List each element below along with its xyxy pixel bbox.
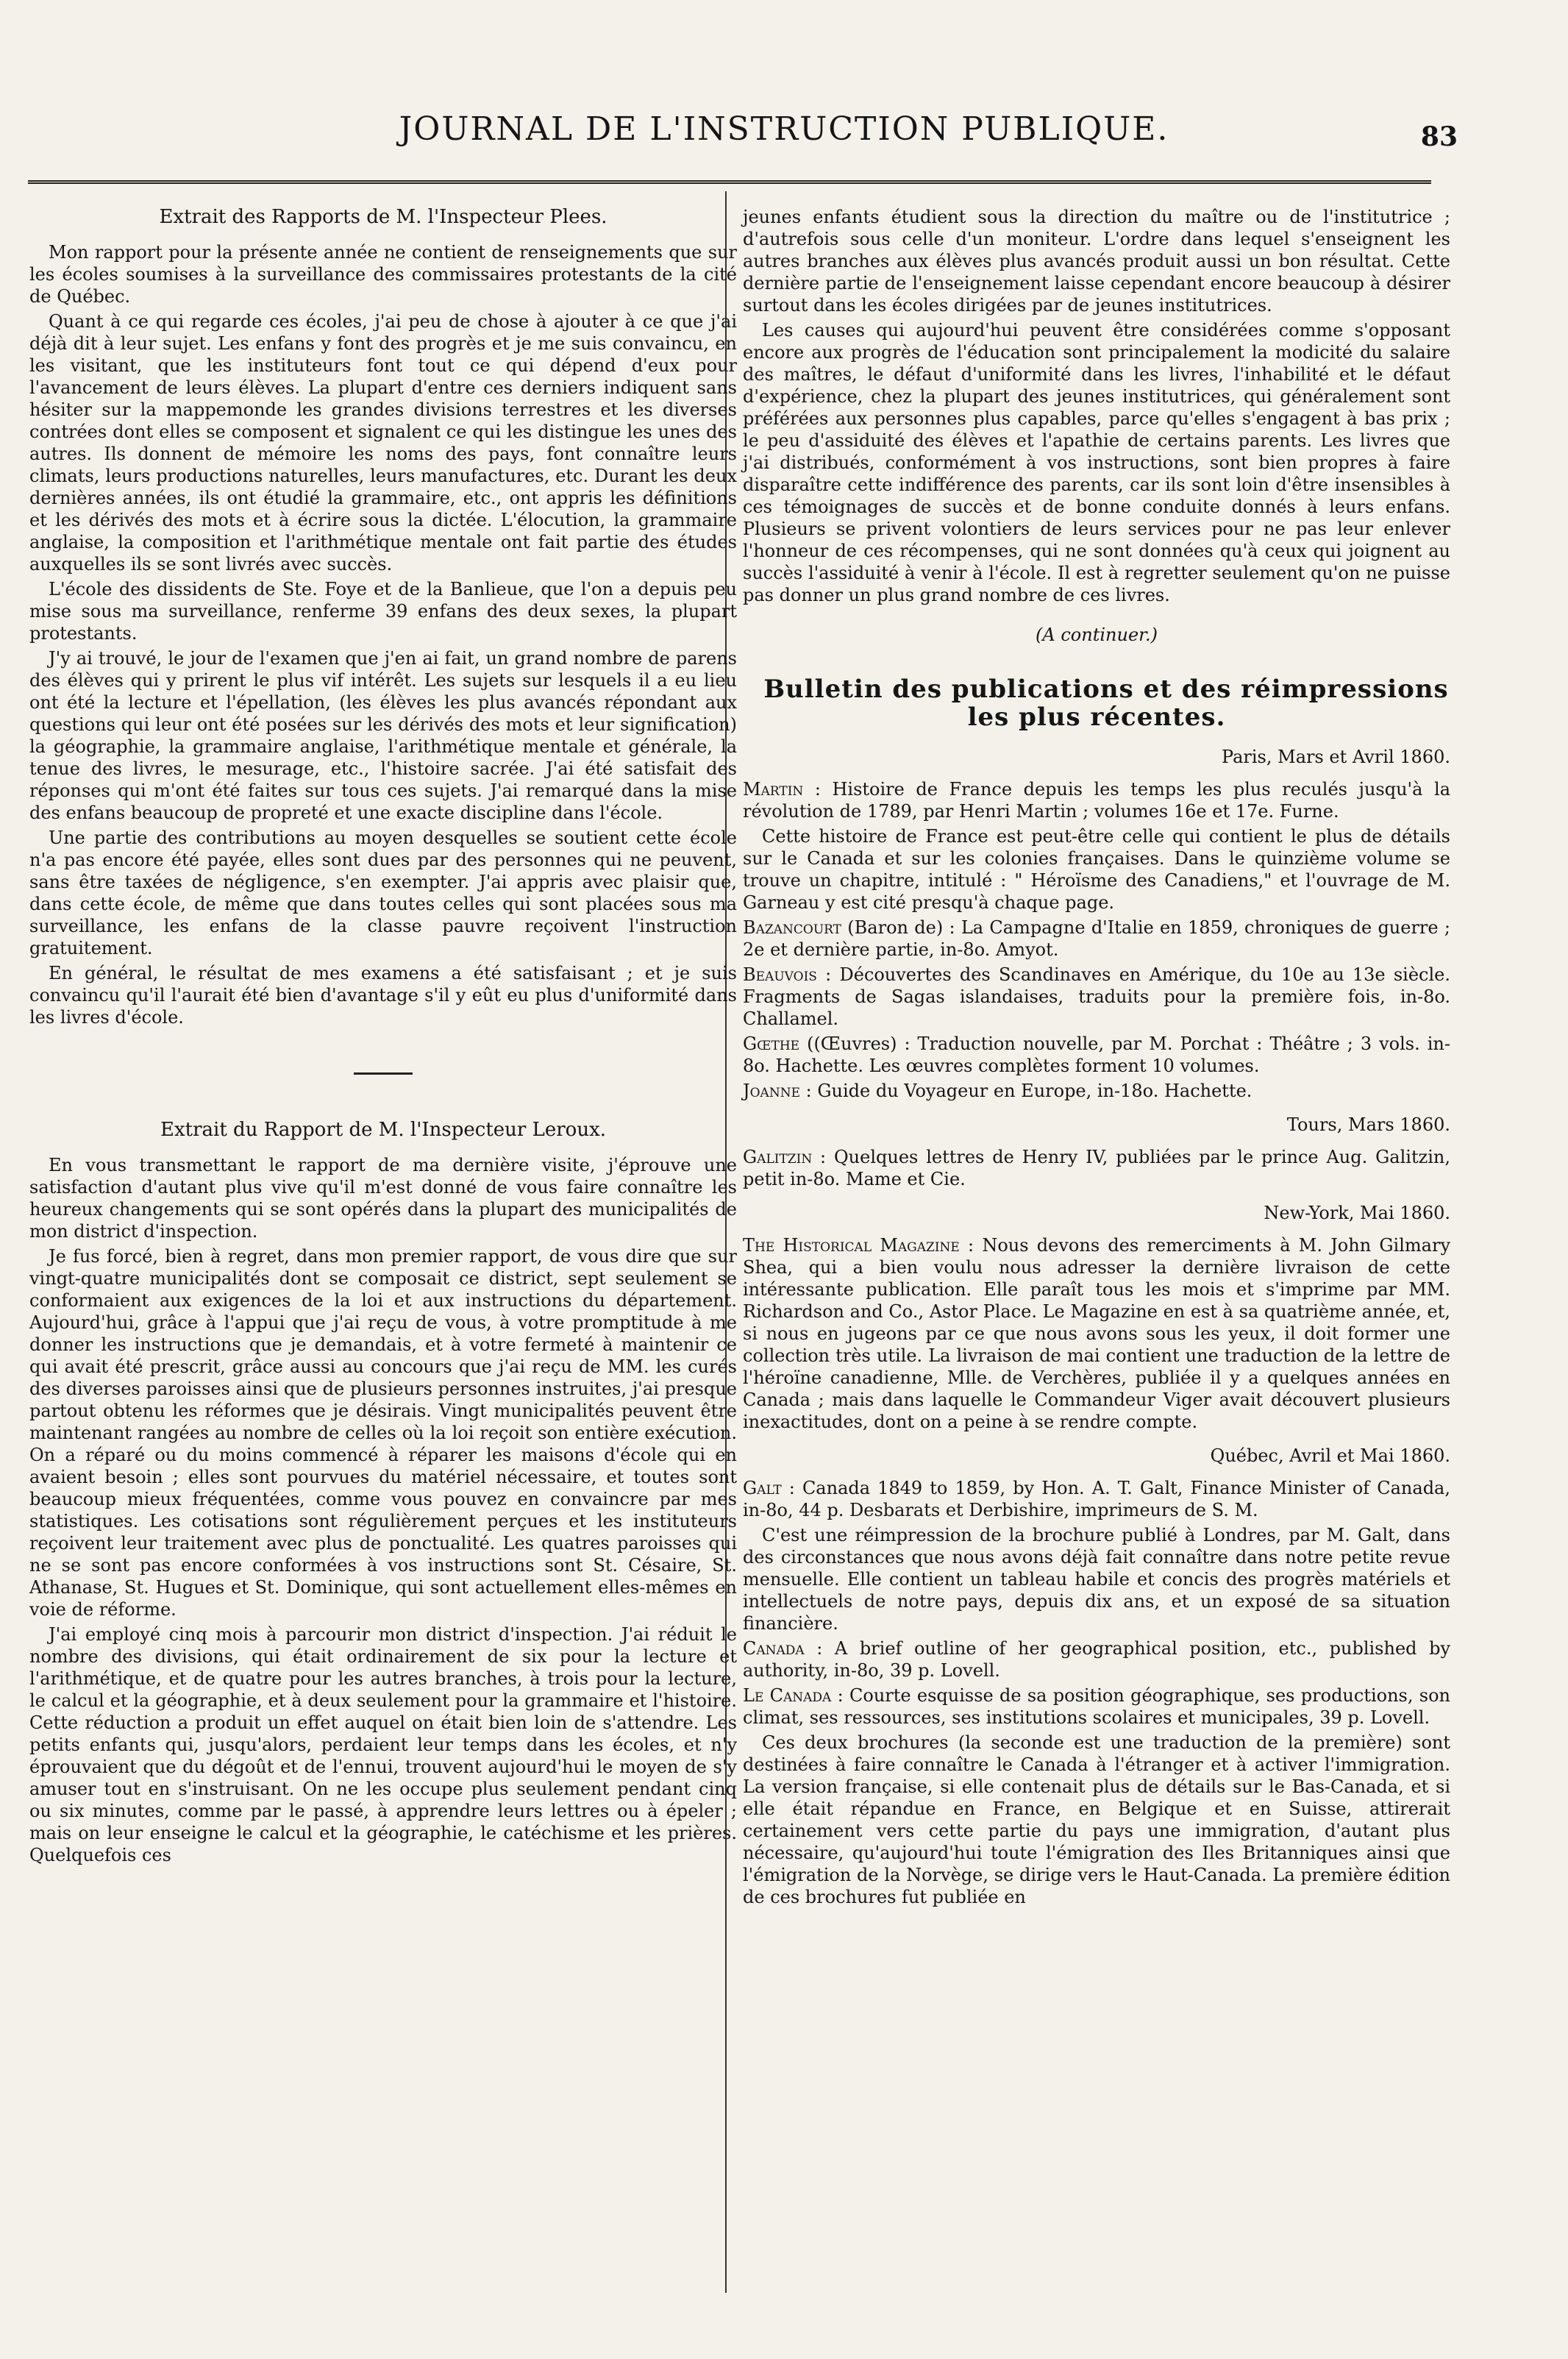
plees-heading: Extrait des Rapports de M. l'Inspecteur Plees. [159,206,607,228]
header-rule [28,180,1431,184]
running-head: JOURNAL DE L'INSTRUCTION PUBLIQUE. [399,110,1169,148]
bibliography-entry [743,1146,1450,1190]
entry-text: (Baron de) : La Campagne d'Italie en 1859, chroniques de guerre ; 2e et dernière partie, in-8o. Amyot. [743,917,1450,960]
leroux-paragraph: J'ai employé cinq mois à parcourir mon district d'inspection. J'ai réduit le nombre des divisions, qui était ordinairement de six pour la lecture et l'arithmétique, et de quatre pour les autres branches, à trois pour la lecture, le calcul et la géographie, et à deux seulement pour la grammaire et l'histoire. Cette réduction a produit un effet auquel on était bien loin de s'attendre. Les petits enfants qui, jusqu'alors, perdaient leur temps dans les écoles, et n'y éprouvaient que du dégoût et de l'ennui, trouvent aujourd'hui le moyen de s'y amuser tout en s'instruisant. On ne les occupe plus seulement pendant cinq ou six minutes, comme par le passé, à apprendre leurs lettres ou à épeler ; mais on leur enseigne le calcul et la géographie, le catéchisme et les prières. Quelquefois ces [29,1624,737,1865]
dateline: Tours, Mars 1860. [1286,1114,1450,1135]
continuation-paragraph: jeunes enfants étudient sous la direction du maître ou de l'institutrice ; d'autrefois sous celle d'un moniteur. L'ordre dans lequel s'enseignent les autres branches aux élèves plus avancés produit aussi un bon résultat. Cette dernière partie de l'enseignement laisse cependant encore beaucoup à désirer surtout dans les écoles dirigées par de jeunes institutrices. [743,207,1450,316]
entry-text: Découvertes des Scandinaves en Amérique, du 10e au 13e siècle. Fragments de Sagas islandaises, traduits pour la première fois, in-8o. Challamel. [743,964,1450,1029]
entry-text: Guide du Voyageur en Europe, in-18o. Hachette. [817,1081,1252,1101]
entry-text: Nous devons des remerciments à M. John Gilmary Shea, qui a bien voulu nous adresser la dernière livraison de cette intéressante publication. Elle paraît tous les mois et s'imprime par MM. Richardson and Co., Astor Place. Le Magazine en est à sa quatrième année, et, si nous en jugeons par ce que nous avons sous les yeux, il doit former une collection très utile. La livraison de mai contient une traduction de la lettre de l'héroïne canadienne, Mlle. de Verchères, publiée il y a quelques années en Canada ; mais dans laquelle le Commandeur Viger avait découvert plusieurs inexactitudes, dont on a peine à se rendre compte. [743,1235,1451,1432]
bibliography-entry [743,1477,1450,1521]
to-be-continued: (A continuer.) [1036,625,1158,645]
entry-author: Canada : [743,1638,823,1659]
right-column [743,206,1450,1911]
entry-note: Ces deux brochures (la seconde est une traduction de la première) sont destinées à faire connaître le Canada à l'étranger et à activer l'immigration. La version française, si elle contenait plus de détails sur le Bas-Canada, et si elle était répandue en France, en Belgique et en Suisse, attirerait certainement vers cette partie du pays une immigration, d'autant plus nécessaire, qu'aujourd'hui toute l'émigration des Iles Britanniques ainsi que l'émigration de la Norvège, se dirige vers le Haut-Canada. La première édition de ces brochures fut publiée en [743,1732,1450,1907]
entry-note: C'est une réimpression de la brochure publié à Londres, par M. Galt, dans des circonstances que nous avons déjà fait connaître dans notre petite revue mensuelle. Elle contient un tableau habile et concis des progrès matériels et intellectuels de notre pays, depuis dix ans, et un exposé de sa situation financière. [743,1525,1450,1634]
entry-text: A brief outline of her geographical position, etc., published by authority, in-8o, 39 p. Lovell. [743,1638,1450,1681]
entry-text: Quelques lettres de Henry IV, publiées par le prince Aug. Galitzin, petit in-8o. Mame et Cie. [743,1147,1450,1189]
bibliography-entry [743,1637,1450,1682]
entry-note: Cette histoire de France est peut-être celle qui contient le plus de détails sur le Canada et sur les colonies françaises. Dans le quinzième volume se trouve un chapitre, intitulé : " Héroïsme des Canadiens," et l'ouvrage de M. Garneau y est cité presqu'à chaque page. [743,826,1450,913]
bibliography-entry [743,1684,1450,1729]
entry-author: Gœthe [743,1033,800,1054]
plees-paragraph: Quant à ce qui regarde ces écoles, j'ai peu de chose à ajouter à ce que j'ai déjà dit à leur sujet. Les enfans y font des progrès et je me suis convaincu, en les visitant, que les instituteurs font tout ce qui dépend d'eux pour l'avancement de leurs élèves. La plupart d'entre ces derniers indiquent sans hésiter sur la mappemonde les grandes divisions terrestres et les diverses contrées dont elles se composent et signalent ce qui les distingue les unes des autres. Ils donnent de mémoire les noms des pays, font connaître leurs climats, leurs productions naturelles, leurs manufactures, etc. Durant les deux dernières années, ils ont étudié la grammaire, etc., ont appris les définitions et les dérivés des mots et à écrire sous la dictée. L'élocution, la grammaire anglaise, la composition et l'arithmétique mentale ont fait partie des études auxquelles ils se sont livrés avec succès. [29,311,737,574]
leroux-heading: Extrait du Rapport de M. l'Inspecteur Leroux. [160,1119,606,1141]
entry-author: Galt : [743,1478,795,1498]
continuation-paragraph: Les causes qui aujourd'hui peuvent être considérées comme s'opposant encore aux progrès de l'éducation sont principalement la modicité du salaire des maîtres, le défaut d'uniformité dans les livres, l'inhabilité et le défaut d'expérience, chez la plupart des jeunes institutrices, qui généralement sont préférées aux personnes plus capables, parce qu'elles s'engagent à bas prix ; le peu d'assiduité des élèves et l'apathie de certains parents. Les livres que j'ai distribués, conformément à vos instructions, sont bien propres à faire disparaître cette indifférence des parents, car ils sont loin d'être insensibles à ces témoignages de succès et de bonne conduite donnés à leurs enfans. Plusieurs se privent volontiers de leurs services pour ne pas leur enlever l'honneur de ces récompenses, qui ne sont données qu'à ceux qui joignent au succès l'assiduité à venir à l'école. Il est à regretter seulement qu'on ne puisse pas donner un plus grand nombre de ces livres. [743,320,1450,605]
plees-paragraph: En général, le résultat de mes examens a été satisfaisant ; et je suis convaincu qu'il l'aurait été bien d'avantage s'il y eût eu plus d'uniformité dans les livres d'école. [29,963,737,1028]
entry-text: Histoire de France depuis les temps les plus reculés jusqu'à la révolution de 1789, par Henri Martin ; volumes 16e et 17e. Furne. [743,779,1450,822]
entry-author: Martin : [743,779,821,800]
leroux-paragraph: Je fus forcé, bien à regret, dans mon premier rapport, de vous dire que sur vingt-quatre municipalités dont se composait ce district, sept seulement se conformaient aux exigences de la loi et aux instructions du département. Aujourd'hui, grâce à l'appui que j'ai reçu de vous, à votre promptitude à me donner les instructions que je demandais, et à votre fermeté à maintenir ce qui avait été prescrit, grâce aussi au concours que j'ai reçu de MM. les curés des diverses paroisses ainsi que de plusieurs personnes instruites, j'ai presque partout obtenu les réformes que je désirais. Vingt municipalités peuvent être maintenant rangées au nombre de celles où la loi reçoit son entière exécution. On a réparé ou du moins commencé à réparer les maisons d'école qui en avaient besoin ; elles sont pourvues du matériel nécessaire, et toutes sont beaucoup mieux fréquentées, comme vous pouvez en convaincre par mes statistiques. Les cotisations sont régulièrement perçues et les instituteurs reçoivent leur traitement avec plus de ponctualité. Les quatres paroisses qui ne se sont pas encore conformées à vos instructions sont St. Césaire, St. Athanase, St. Hugues et St. Dominique, qui sont actuellement elles-mêmes en voie de réforme. [29,1246,737,1620]
plees-paragraph: Mon rapport pour la présente année ne contient de renseignements que sur les écoles soumises à la surveillance des commissaires protestants de la cité de Québec. [29,242,737,307]
bibliography-entry [743,778,1450,822]
entry-author: Le Canada : [743,1685,844,1706]
dateline: Paris, Mars et Avril 1860. [1222,747,1450,767]
bulletin-title: Bulletin des publications et des réimpressions les plus récentes. [763,675,1449,732]
bibliography-entry [743,1234,1450,1433]
bibliography-entry [743,1080,1450,1102]
bibliography-entry [743,964,1450,1030]
entry-text: ((Œuvres) : Traduction nouvelle, par M. Porchat : Théâtre ; 3 vols. in-8o. Hachette. Les œuvres complètes forment 10 volumes. [743,1033,1450,1076]
dateline: Québec, Avril et Mai 1860. [1210,1445,1450,1466]
bibliography-entry [743,917,1450,961]
plees-paragraph: L'école des dissidents de Ste. Foye et de la Banlieue, que l'on a depuis peu mise sous ma surveillance, renferme 39 enfans des deux sexes, la plupart protestants. [29,579,737,644]
plees-paragraph: J'y ai trouvé, le jour de l'examen que j'en ai fait, un grand nombre de parens des élèves qui y prirent le plus vif intérêt. Les sujets sur lesquels il a eu lieu ont été la lecture et l'épellation, (les élèves les plus avancés répondant aux questions qui leur ont été posées sur les dérivés des mots et leur signification) la géographie, la grammaire anglaise, l'arithmétique mentale et générale, la tenue des livres, le mesurage, etc., l'histoire sacrée. J'ai été satisfait des réponses qui m'ont été faites sur tous ces sujets. J'ai remarqué dans la mise des enfans beaucoup de propreté et une exacte discipline dans l'école. [29,648,737,823]
leroux-paragraph: En vous transmettant le rapport de ma dernière visite, j'éprouve une satisfaction d'autant plus vive qu'il m'est donné de vous faire connaître les heureux changements qui se sont opérés dans la plupart des municipalités de mon district d'inspection. [29,1155,737,1242]
entry-text: Canada 1849 to 1859, by Hon. A. T. Galt, Finance Minister of Canada, in-8o, 44 p. Desbarats et Derbishire, imprimeurs de S. M. [743,1478,1450,1520]
left-column [29,206,737,1869]
page-number: 83 [1420,121,1458,152]
section-separator [354,1072,413,1075]
plees-paragraph: Une partie des contributions au moyen desquelles se soutient cette école n'a pas encore été payée, elles sont dues par des personnes qui ne peuvent, sans être taxées de négligence, s'en exempter. J'ai appris avec plaisir que, dans cette école, de même que dans toutes celles qui sont placées sous ma surveillance, les enfans de la classe pauvre reçoivent l'instruction gratuitement. [29,828,737,958]
entry-author: Beauvois : [743,964,832,985]
entry-author: Galitzin : [743,1147,827,1167]
entry-author: Joanne : [743,1081,812,1101]
bibliography-entry [743,1033,1450,1077]
entry-text: Courte esquisse de sa position géographique, ses productions, son climat, ses ressources, ses institutions scolaires et municipales, 39 p. Lovell. [743,1685,1451,1728]
dateline: New-York, Mai 1860. [1264,1203,1450,1223]
entry-author: Bazancourt [743,917,841,938]
entry-author: The Historical Magazine : [743,1235,974,1256]
